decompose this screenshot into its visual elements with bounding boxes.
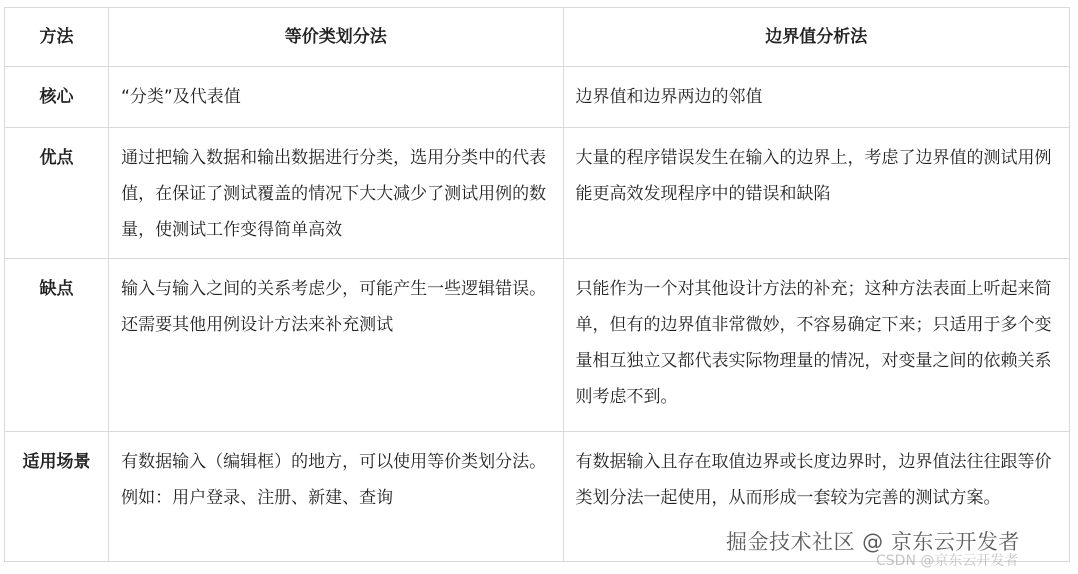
cell-pros-a: 通过把输入数据和输出数据进行分类，选用分类中的代表值，在保证了测试覆盖的情况下大大减少了测试用例的数量，使测试工作变得简单高效 bbox=[109, 128, 563, 259]
header-method: 方法 bbox=[5, 8, 109, 67]
row-label-scenarios: 适用场景 bbox=[5, 432, 109, 562]
table-row bbox=[5, 67, 1070, 128]
table-row bbox=[5, 128, 1070, 259]
watermark-csdn: CSDN @京东云开发者 bbox=[876, 553, 1019, 569]
comparison-table bbox=[4, 7, 1070, 562]
cell-scenarios-b: 有数据输入且存在取值边界或长度边界时，边界值法往往跟等价类划分法一起使用，从而形成一套较为完善的测试方案。 bbox=[563, 432, 1069, 562]
cell-core-a: “分类”及代表值 bbox=[109, 67, 563, 128]
cell-scenarios-a: 有数据输入（编辑框）的地方，可以使用等价类划分法。例如：用户登录、注册、新建、查询 bbox=[109, 432, 563, 562]
cell-pros-b: 大量的程序错误发生在输入的边界上，考虑了边界值的测试用例能更高效发现程序中的错误和缺陷 bbox=[563, 128, 1069, 259]
cell-core-b: 边界值和边界两边的邻值 bbox=[563, 67, 1069, 128]
table-header-row bbox=[5, 8, 1070, 67]
cell-cons-a: 输入与输入之间的关系考虑少，可能产生一些逻辑错误。还需要其他用例设计方法来补充测试 bbox=[109, 259, 563, 432]
row-label-core: 核心 bbox=[5, 67, 109, 128]
row-label-cons: 缺点 bbox=[5, 259, 109, 432]
row-label-pros: 优点 bbox=[5, 128, 109, 259]
watermark-juejin: 掘金技术社区 @ 京东云开发者 bbox=[726, 530, 1020, 554]
header-equivalence-partitioning: 等价类划分法 bbox=[109, 8, 563, 67]
table-row bbox=[5, 259, 1070, 432]
header-boundary-value-analysis: 边界值分析法 bbox=[563, 8, 1069, 67]
cell-cons-b: 只能作为一个对其他设计方法的补充；这种方法表面上听起来简单，但有的边界值非常微妙，不容易确定下来；只适用于多个变量相互独立又都代表实际物理量的情况，对变量之间的依赖关系则考虑不到。 bbox=[563, 259, 1069, 432]
